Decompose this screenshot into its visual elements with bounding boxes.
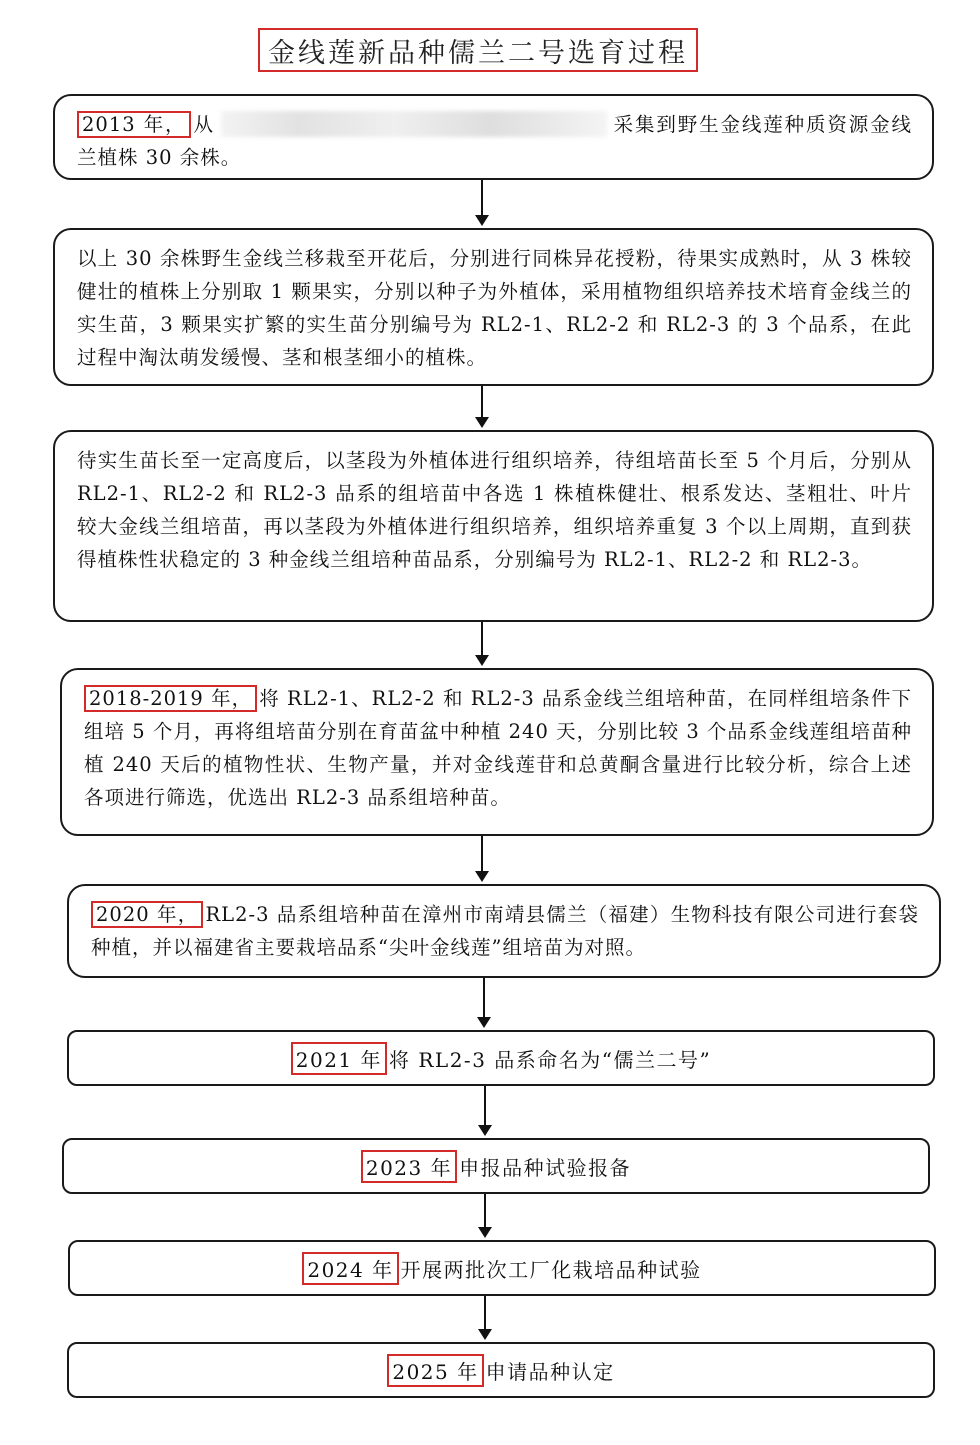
step-text: 以上 30 余株野生金线兰移栽至开花后，分别进行同株异花授粉，待果实成熟时，从 3 株较健壮的植株上分别取 1 颗果实，分别以种子为外植体，采用植物组织培养技术培育金线兰的实生苗，3 颗果实扩繁的实生苗分别编号为 RL2-1、RL2-2 和 RL2-3 的 3 个品系，在此过程中淘汰萌发缓慢、茎和根茎细小的植株。 <box>77 247 912 369</box>
step-tissue-culture <box>53 430 934 622</box>
step-2025 <box>67 1342 935 1398</box>
step-seedling-breeding <box>53 228 934 386</box>
diagram-title: 金线莲新品种儒兰二号选育过程 <box>258 28 698 72</box>
arrow-connector <box>484 1296 486 1338</box>
step-text: 开展两批次工厂化栽培品种试验 <box>400 1257 702 1282</box>
redacted-location <box>221 111 607 137</box>
step-2013 <box>53 94 934 180</box>
arrow-connector <box>481 836 483 880</box>
step-text: RL2-3 品系组培种苗在漳州市南靖县儒兰（福建）生物科技有限公司进行套袋种植，并以福建省主要栽培品系“尖叶金线莲”组培苗为对照。 <box>91 903 919 959</box>
step-text: 申请品种认定 <box>485 1359 615 1384</box>
step-text: 将 RL2-3 品系命名为“儒兰二号” <box>389 1047 712 1072</box>
arrow-connector <box>481 180 483 224</box>
step-2023 <box>62 1138 930 1194</box>
step-2018-2019 <box>60 668 934 836</box>
arrow-connector <box>484 1194 486 1236</box>
arrow-connector <box>481 386 483 426</box>
step-text-pre: 从 <box>193 113 215 136</box>
step-2020 <box>67 884 941 978</box>
year-label: 2024 年 <box>302 1252 398 1285</box>
step-text: 待实生苗长至一定高度后，以茎段为外植体进行组织培养，待组培苗长至 5 个月后，分别从 RL2-1、RL2-2 和 RL2-3 品系的组培苗中各选 1 株植株健壮、根系发达、茎粗壮、叶片较大金线兰组培苗，再以茎段为外植体进行组织培养，组织培养重复 3 个以上周期，直到获得植株性状稳定的 3 种金线兰组培种苗品系，分别编号为 RL2-1、RL2-2 和 RL2-3。 <box>77 449 912 571</box>
step-2021 <box>67 1030 935 1086</box>
step-text: 将 RL2-1、RL2-2 和 RL2-3 品系金线兰组培种苗，在同样组培条件下组培 5 个月，再将组培苗分别在育苗盆中种植 240 天，分别比较 3 个品系金线莲组培苗种植 240 天后的植物性状、生物产量，并对金线莲苷和总黄酮含量进行比较分析，综合上述各项进行筛选，优选出 RL2-3 品系组培种苗。 <box>84 687 912 809</box>
arrow-connector <box>484 1086 486 1134</box>
year-label: 2021 年 <box>291 1042 387 1075</box>
year-label: 2020 年， <box>91 901 203 928</box>
year-label: 2013 年， <box>77 111 191 138</box>
step-2024 <box>68 1240 936 1296</box>
year-label: 2018-2019 年， <box>84 685 257 712</box>
step-text: 采集到野生金线莲种质资源金线兰植株 30 余株。 <box>77 113 912 169</box>
arrow-connector <box>481 622 483 664</box>
arrow-connector <box>483 978 485 1026</box>
year-label: 2023 年 <box>361 1150 457 1183</box>
step-text: 申报品种试验报备 <box>459 1155 632 1180</box>
year-label: 2025 年 <box>387 1354 483 1387</box>
